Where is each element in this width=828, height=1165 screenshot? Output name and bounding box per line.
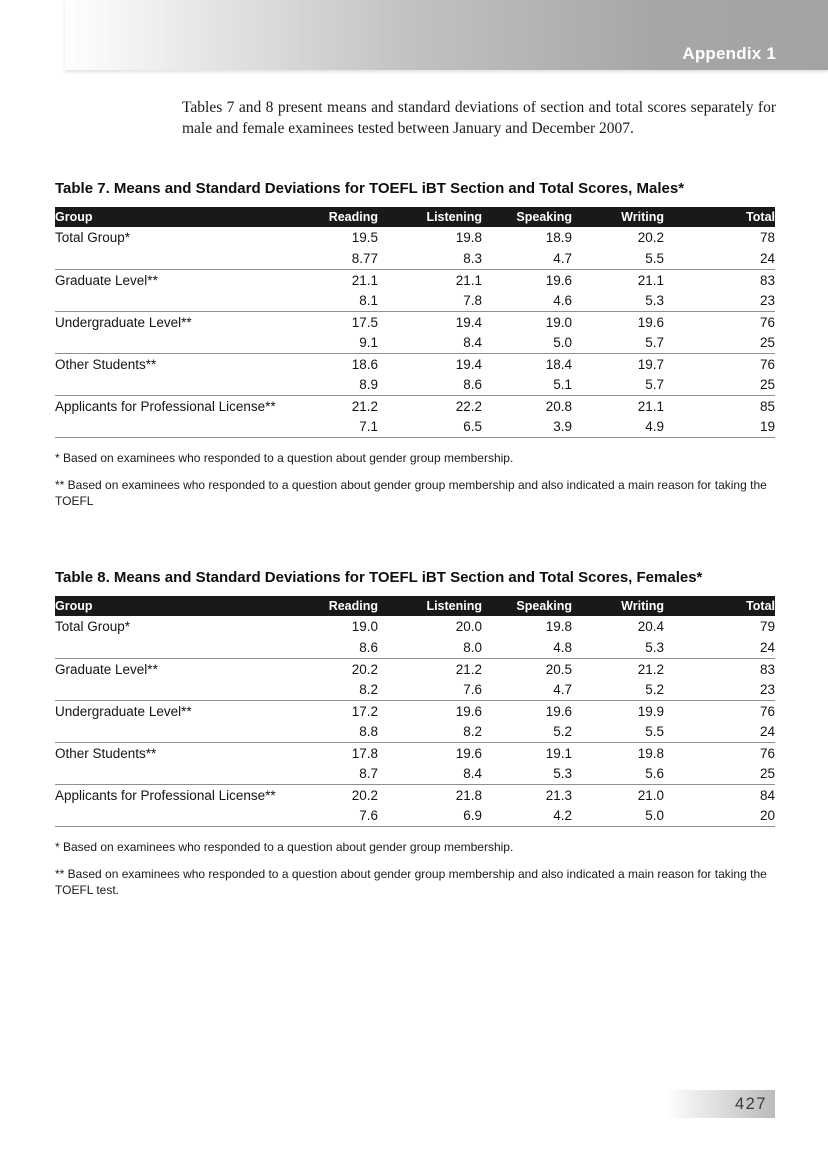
score-cell: 5.5 [645, 724, 664, 740]
table-row [55, 416, 775, 437]
score-cell: 19.6 [482, 700, 572, 721]
table8-title: Table 8. Means and Standard Deviations for TOEFL iBT Section and Total Scores, Females* [55, 569, 703, 587]
score-cell: 8.2 [359, 682, 378, 698]
score-cell: 20.0 [455, 619, 482, 635]
column-header: Speaking [482, 596, 572, 616]
score-cell: 20.2 [310, 658, 378, 679]
column-header: Group [55, 207, 310, 227]
score-cell: 84 [664, 784, 775, 805]
table-row [55, 227, 775, 248]
table7-title: Table 7. Means and Standard Deviations for TOEFL iBT Section and Total Scores, Males* [55, 180, 685, 198]
score-cell: 19.7 [572, 353, 664, 374]
score-cell: 24 [759, 640, 775, 656]
score-cell: 19.4 [378, 311, 482, 332]
score-cell: 5.2 [645, 682, 664, 698]
score-cell: 21.0 [572, 784, 664, 805]
score-cell: 18.9 [545, 230, 572, 246]
score-cell: 8.4 [463, 335, 482, 351]
score-cell: 21.1 [572, 269, 664, 290]
group-cell [55, 290, 310, 311]
group-cell: Applicants for Professional License** [55, 784, 310, 805]
group-cell [55, 637, 310, 658]
score-cell: 8.0 [463, 640, 482, 656]
score-cell: 21.1 [572, 395, 664, 416]
score-cell: 25 [759, 766, 775, 782]
column-header: Listening [378, 207, 482, 227]
table-row [55, 395, 775, 416]
score-cell: 5.3 [553, 766, 572, 782]
group-cell [55, 679, 310, 700]
score-cell: 17.5 [310, 311, 378, 332]
score-cell: 76 [664, 742, 775, 763]
score-cell: 3.9 [482, 416, 572, 437]
score-cell: 5.7 [645, 377, 664, 393]
table-row [55, 353, 775, 374]
table-row [55, 721, 775, 742]
score-cell: 4.2 [482, 805, 572, 826]
table-row [55, 805, 775, 826]
group-cell [55, 416, 310, 437]
table-row [55, 374, 775, 395]
footnote: ** Based on examinees who responded to a question about gender group membership and also indicated a main reason for taking the TOEFL test. [55, 866, 767, 897]
score-cell: 21.3 [482, 784, 572, 805]
score-cell: 4.7 [553, 682, 572, 698]
score-cell: 5.2 [553, 724, 572, 740]
score-cell: 19.6 [482, 269, 572, 290]
score-cell: 21.2 [310, 395, 378, 416]
column-header: Reading [310, 596, 378, 616]
table8 [55, 596, 775, 827]
score-cell: 19.8 [545, 619, 572, 635]
score-cell: 20.4 [637, 619, 664, 635]
table-row [55, 658, 775, 679]
score-cell: 8.77 [351, 251, 378, 267]
score-cell: 21.2 [572, 658, 664, 679]
score-cell: 5.3 [645, 640, 664, 656]
score-cell: 8.2 [463, 724, 482, 740]
score-cell: 6.5 [378, 416, 482, 437]
score-cell: 5.6 [645, 766, 664, 782]
table-row [55, 679, 775, 700]
group-cell [55, 248, 310, 269]
score-cell: 8.1 [359, 293, 378, 309]
table-row [55, 763, 775, 784]
table-row [55, 269, 775, 290]
score-cell: 5.0 [572, 805, 664, 826]
score-cell: 83 [664, 269, 775, 290]
column-header: Writing [572, 596, 664, 616]
table7-footnotes [55, 451, 775, 509]
score-cell: 8.6 [359, 640, 378, 656]
column-header: Speaking [482, 207, 572, 227]
score-cell: 9.1 [359, 335, 378, 351]
score-cell: 21.2 [378, 658, 482, 679]
table-row [55, 311, 775, 332]
score-cell: 5.1 [553, 377, 572, 393]
score-cell: 8.6 [463, 377, 482, 393]
score-cell: 4.7 [553, 251, 572, 267]
score-cell: 19.8 [572, 742, 664, 763]
column-header: Total [664, 596, 775, 616]
group-cell: Other Students** [55, 742, 310, 763]
group-cell: Undergraduate Level** [55, 700, 310, 721]
score-cell: 25 [759, 377, 775, 393]
score-cell: 17.8 [310, 742, 378, 763]
score-cell: 5.0 [553, 335, 572, 351]
score-cell: 19.0 [351, 619, 378, 635]
score-cell: 5.5 [645, 251, 664, 267]
score-cell: 4.8 [553, 640, 572, 656]
score-cell: 21.8 [378, 784, 482, 805]
table-row [55, 616, 775, 637]
score-cell: 7.6 [463, 682, 482, 698]
group-cell: Graduate Level** [55, 269, 310, 290]
group-cell: Total Group* [55, 230, 131, 246]
score-cell: 19.5 [351, 230, 378, 246]
score-cell: 23 [759, 682, 775, 698]
column-header: Total [664, 207, 775, 227]
score-cell: 21.1 [310, 269, 378, 290]
column-header: Writing [572, 207, 664, 227]
table8-header-row [55, 596, 775, 616]
footnote: ** Based on examinees who responded to a question about gender group membership and also indicated a main reason for taking the TOEFL [55, 477, 767, 508]
table7-header-row [55, 207, 775, 227]
group-cell [55, 374, 310, 395]
table-row [55, 742, 775, 763]
score-cell: 85 [664, 395, 775, 416]
score-cell: 7.1 [310, 416, 378, 437]
score-cell: 8.3 [463, 251, 482, 267]
score-cell: 25 [759, 335, 775, 351]
group-cell [55, 763, 310, 784]
score-cell: 7.8 [463, 293, 482, 309]
score-cell: 20.2 [310, 784, 378, 805]
group-cell: Other Students** [55, 353, 310, 374]
column-header: Group [55, 596, 310, 616]
score-cell: 6.9 [378, 805, 482, 826]
score-cell: 83 [664, 658, 775, 679]
score-cell: 19.6 [572, 311, 664, 332]
score-cell: 20 [664, 805, 775, 826]
score-cell: 21.1 [378, 269, 482, 290]
score-cell: 7.6 [310, 805, 378, 826]
score-cell: 19.1 [482, 742, 572, 763]
score-cell: 20.2 [637, 230, 664, 246]
score-cell: 8.4 [463, 766, 482, 782]
group-cell [55, 332, 310, 353]
score-cell: 4.9 [572, 416, 664, 437]
group-cell: Graduate Level** [55, 658, 310, 679]
footnote: * Based on examinees who responded to a question about gender group membership. [55, 450, 514, 465]
score-cell: 76 [664, 311, 775, 332]
table-row [55, 637, 775, 658]
score-cell: 76 [664, 353, 775, 374]
group-cell: Undergraduate Level** [55, 311, 310, 332]
score-cell: 79 [759, 619, 775, 635]
score-cell: 19.9 [572, 700, 664, 721]
score-cell: 5.3 [645, 293, 664, 309]
table-row [55, 784, 775, 805]
group-cell: Applicants for Professional License** [55, 395, 310, 416]
table-row [55, 700, 775, 721]
score-cell: 24 [759, 251, 775, 267]
page-number-bar [668, 1090, 775, 1118]
score-cell: 23 [759, 293, 775, 309]
score-cell: 18.6 [310, 353, 378, 374]
score-cell: 8.7 [359, 766, 378, 782]
score-cell: 19.6 [378, 700, 482, 721]
footnote: * Based on examinees who responded to a question about gender group membership. [55, 839, 514, 854]
table-row [55, 248, 775, 269]
page-number: 427 [734, 1094, 767, 1113]
column-header: Listening [378, 596, 482, 616]
score-cell: 19.6 [378, 742, 482, 763]
score-cell: 24 [759, 724, 775, 740]
score-cell: 19 [664, 416, 775, 437]
score-cell: 8.8 [359, 724, 378, 740]
intro-paragraph: Tables 7 and 8 present means and standard deviations of section and total scores separately for male and female examinees tested between January and December 2007. [182, 99, 776, 138]
score-cell: 19.8 [455, 230, 482, 246]
table-row [55, 290, 775, 311]
table8-footnotes [55, 840, 775, 898]
score-cell: 78 [759, 230, 775, 246]
score-cell: 76 [664, 700, 775, 721]
group-cell [55, 805, 310, 826]
page-header-title: Appendix 1 [682, 44, 776, 63]
score-cell: 20.8 [482, 395, 572, 416]
score-cell: 19.4 [378, 353, 482, 374]
group-cell [55, 721, 310, 742]
score-cell: 5.7 [645, 335, 664, 351]
table-row [55, 332, 775, 353]
score-cell: 8.9 [359, 377, 378, 393]
group-cell: Total Group* [55, 619, 131, 635]
table7 [55, 207, 775, 438]
score-cell: 19.0 [482, 311, 572, 332]
table7-section [55, 180, 775, 509]
score-cell: 18.4 [482, 353, 572, 374]
score-cell: 4.6 [553, 293, 572, 309]
score-cell: 20.5 [482, 658, 572, 679]
score-cell: 17.2 [310, 700, 378, 721]
score-cell: 22.2 [378, 395, 482, 416]
column-header: Reading [310, 207, 378, 227]
table8-section [55, 569, 775, 898]
